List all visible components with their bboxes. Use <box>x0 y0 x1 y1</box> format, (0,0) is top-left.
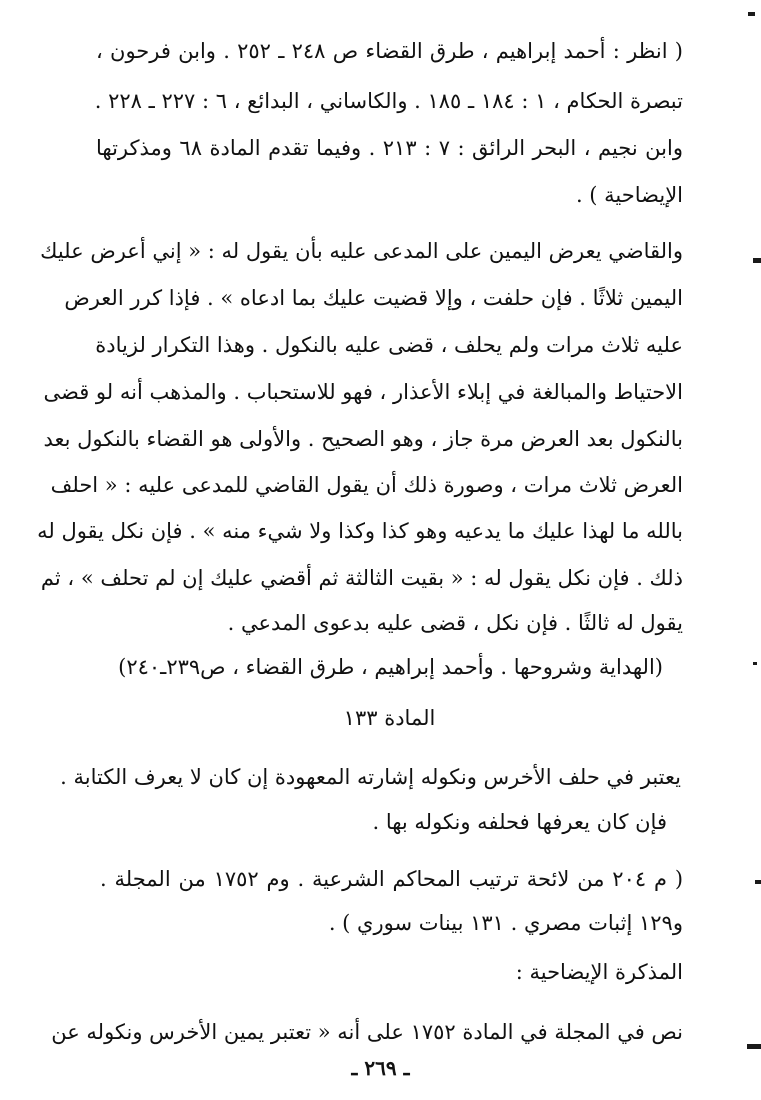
binding-mark <box>753 258 761 263</box>
binding-mark <box>747 1044 761 1049</box>
footnote-line: تبصرة الحكام ، ١ : ١٨٤ ـ ١٨٥ . والكاساني ، البدائع ، ٦ : ٢٢٧ ـ ٢٢٨ . <box>94 89 683 113</box>
page-number: ـ ٢٦٩ ـ <box>351 1056 410 1080</box>
footnote-line: ( انظر : أحمد إبراهيم ، طرق القضاء ص ٢٤٨ ـ ٢٥٢ . وابن فرحون ، <box>96 39 684 63</box>
article-text-line: يعتبر في حلف الأخرس ونكوله إشارته المعهودة إن كان لا يعرف الكتابة . <box>60 765 681 789</box>
paragraph-line: عليه ثلاث مرات ولم يحلف ، قضى عليه بالنكول . وهذا التكرار لزيادة <box>95 333 683 357</box>
paragraph-line: ذلك . فإن نكل يقول له : « بقيت الثالثة ثم أقضي عليك إن لم تحلف » ، ثم <box>40 566 683 590</box>
paragraph-line: بالله ما لهذا عليك ما يدعيه وهو كذا وكذا ولا شيء منه » . فإن نكل يقول له <box>37 519 683 543</box>
article-sources-line: ( م ٢٠٤ من لائحة ترتيب المحاكم الشرعية . وم ١٧٥٢ من المجلة . <box>100 867 684 891</box>
article-sources-line: و١٢٩ إثبات مصري . ١٣١ بينات سوري ) . <box>328 911 683 935</box>
binding-mark <box>748 12 755 16</box>
reference-citation: (الهداية وشروحها . وأحمد إبراهيم ، طرق القضاء ، ص٢٣٩ـ٢٤٠) <box>118 655 663 679</box>
paragraph-line: اليمين ثلاثًا . فإن حلفت ، وإلا قضيت عليك بما ادعاه » . فإذا كرر العرض <box>64 286 683 310</box>
footnote-line: الإيضاحية ) . <box>575 183 683 207</box>
binding-mark <box>753 662 757 665</box>
article-text-line: فإن كان يعرفها فحلفه ونكوله بها . <box>372 810 667 834</box>
explanatory-memo-heading: المذكرة الإيضاحية : <box>515 960 683 984</box>
binding-mark <box>755 880 761 884</box>
paragraph-line: بالنكول بعد العرض مرة جاز ، وهو الصحيح . والأولى هو القضاء بالنكول بعد <box>43 427 683 451</box>
footnote-line: وابن نجيم ، البحر الرائق : ٧ : ٢١٣ . وفيما تقدم المادة ٦٨ ومذكرتها <box>96 136 683 160</box>
paragraph-line: يقول له ثالثًا . فإن نكل ، قضى عليه بدعوى المدعي . <box>227 611 683 635</box>
article-heading: المادة ١٣٣ <box>343 706 436 730</box>
paragraph-line: العرض ثلاث مرات ، وصورة ذلك أن يقول القاضي للمدعى عليه : « احلف <box>50 473 683 497</box>
paragraph-line: والقاضي يعرض اليمين على المدعى عليه بأن يقول له : « إني أعرض عليك <box>40 239 683 263</box>
memo-text-line: نص في المجلة في المادة ١٧٥٢ على أنه « تعتبر يمين الأخرس ونكوله عن <box>51 1020 683 1044</box>
paragraph-line: الاحتياط والمبالغة في إبلاء الأعذار ، فهو للاستحباب . والمذهب أنه لو قضى <box>43 380 683 404</box>
